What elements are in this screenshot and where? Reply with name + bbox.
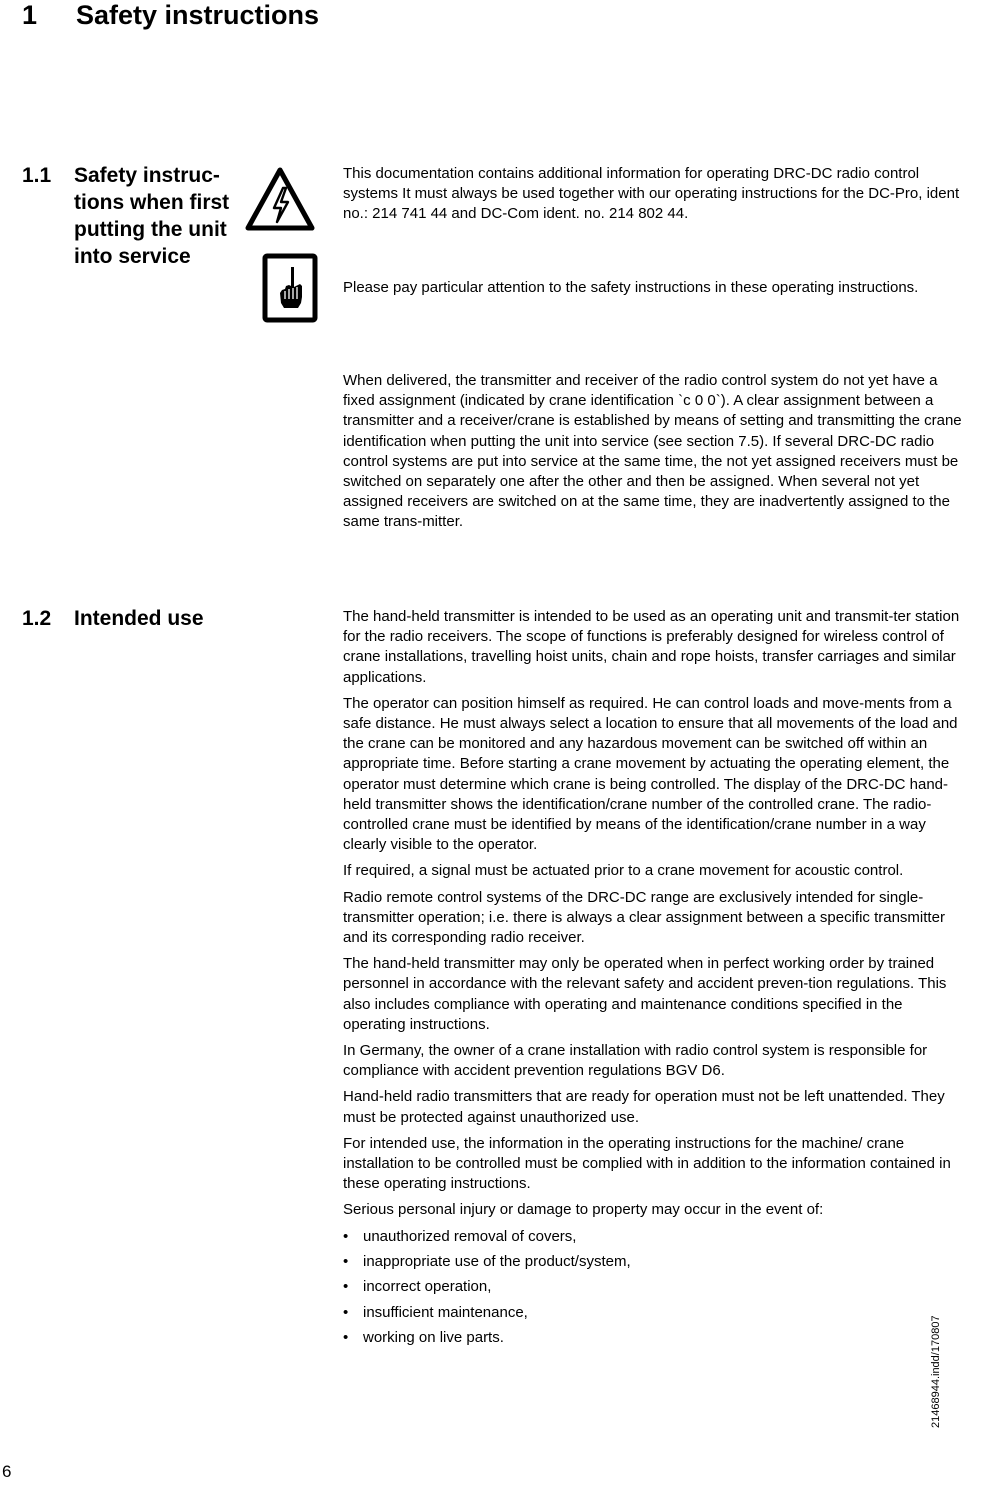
document-code: 21468944.indd/170807: [930, 1315, 942, 1428]
bullet: •: [343, 1329, 349, 1347]
section-title: Safety instruc- tions when first putting the unit into service: [74, 164, 230, 268]
list-item: [343, 1227, 963, 1247]
bullet: •: [343, 1278, 349, 1296]
list-item-text: working on live parts.: [363, 1329, 504, 1347]
paragraph: In Germany, the owner of a crane installation with radio control system is responsible for compliance with accident prevention regulations BGV D6.: [343, 1042, 928, 1080]
bullet: •: [343, 1227, 349, 1245]
paragraph: Please pay particular attention to the safety instructions in these operating instructions.: [343, 279, 919, 296]
list-item: [343, 1328, 963, 1348]
list-item-text: incorrect operation,: [363, 1278, 492, 1296]
paragraph: The operator can position himself as required. He can control loads and move-ments from a safe distance. He must always select a location to ensure that all movements of the load and the crane can be monitored and any hazardous movement can be switched off within an appropriate time. Before starting a crane movement by actuating the operating element, the operator must determine which crane is being controlled. The display of the DRC-DC hand-held transmitter shows the identification/crane number of the controlled crane. The radio-controlled crane must be identified by means of the identification/crane number in a way clearly visible to the operator.: [343, 694, 958, 854]
paragraph: Serious personal injury or damage to property may occur in the event of:: [343, 1201, 824, 1219]
list-item: [343, 1303, 963, 1323]
list-item-text: insufficient maintenance,: [363, 1303, 528, 1321]
chapter-title: Safety instructions: [76, 0, 320, 30]
attention-paragraph: [343, 278, 963, 304]
paragraph: Radio remote control systems of the DRC-DC range are exclusively intended for single-transmitter operation; i.e. there is always a clear assignment between a specific transmitter and its corresponding radio receiver.: [343, 888, 945, 947]
list-item-text: unauthorized removal of covers,: [363, 1227, 577, 1245]
section-title: Intended use: [74, 607, 204, 630]
delivery-paragraph: [343, 371, 963, 539]
paragraph: If required, a signal must be actuated prior to a crane movement for acoustic control.: [343, 862, 904, 880]
page-number: 6: [2, 1462, 12, 1481]
paragraph: The hand-held transmitter is intended to be used as an operating unit and transmit-ter station for the radio receivers. The scope of functions is preferably designed for wireless control of crane installations, travelling hoist units, chain and rope hoists, transfer carriages and similar applications.: [343, 608, 960, 686]
paragraph: When delivered, the transmitter and receiver of the radio control system do not yet have a fixed assignment (indicated by crane identification `c 0 0`). A clear assignment between a transmitter and a receiver/crane is established by means of setting and transmitting the crane identification when putting the unit into service (see section 7.5). If several DRC-DC radio control systems are put into service at the same time, the not yet assigned receivers must be switched on separately one after the other and then be assigned. When several not yet assigned receivers are switched on at the same time, they are inadvertently assigned to the same trans-mitter.: [343, 372, 962, 531]
section-number: 1.2: [22, 607, 52, 630]
intro-paragraph: [343, 164, 963, 231]
list-item: [343, 1252, 963, 1272]
paragraph: The hand-held transmitter may only be operated when in perfect working order by trained personnel in accordance with the relevant safety and accident preven-tion regulations. This also includes compliance with operating and maintenance conditions specified in the operating instructions.: [343, 955, 947, 1033]
pointing-hand-note-icon: [262, 253, 318, 323]
bullet: •: [343, 1253, 349, 1271]
paragraph: Hand-held radio transmitters that are ready for operation must not be left unattended. They must be protected against unauthorized use.: [343, 1088, 945, 1126]
paragraph: For intended use, the information in the operating instructions for the machine/ crane installation to be controlled must be complied with in addition to the information contained in these operating instructions.: [343, 1134, 951, 1193]
high-voltage-warning-icon: [244, 166, 316, 232]
hazard-list: [343, 1227, 963, 1349]
intended-use-body: [343, 607, 963, 1354]
list-item: [343, 1277, 963, 1297]
section-number: 1.1: [22, 164, 52, 187]
paragraph: This documentation contains additional information for operating DRC-DC radio control systems It must always be used together with our operating instructions for the DC-Pro, ident no.: 214 741 44 and DC-Com ident. no. 214 802 44.: [343, 165, 960, 223]
list-item-text: inappropriate use of the product/system,: [363, 1253, 631, 1271]
chapter-number: 1: [22, 0, 38, 30]
bullet: •: [343, 1303, 349, 1321]
